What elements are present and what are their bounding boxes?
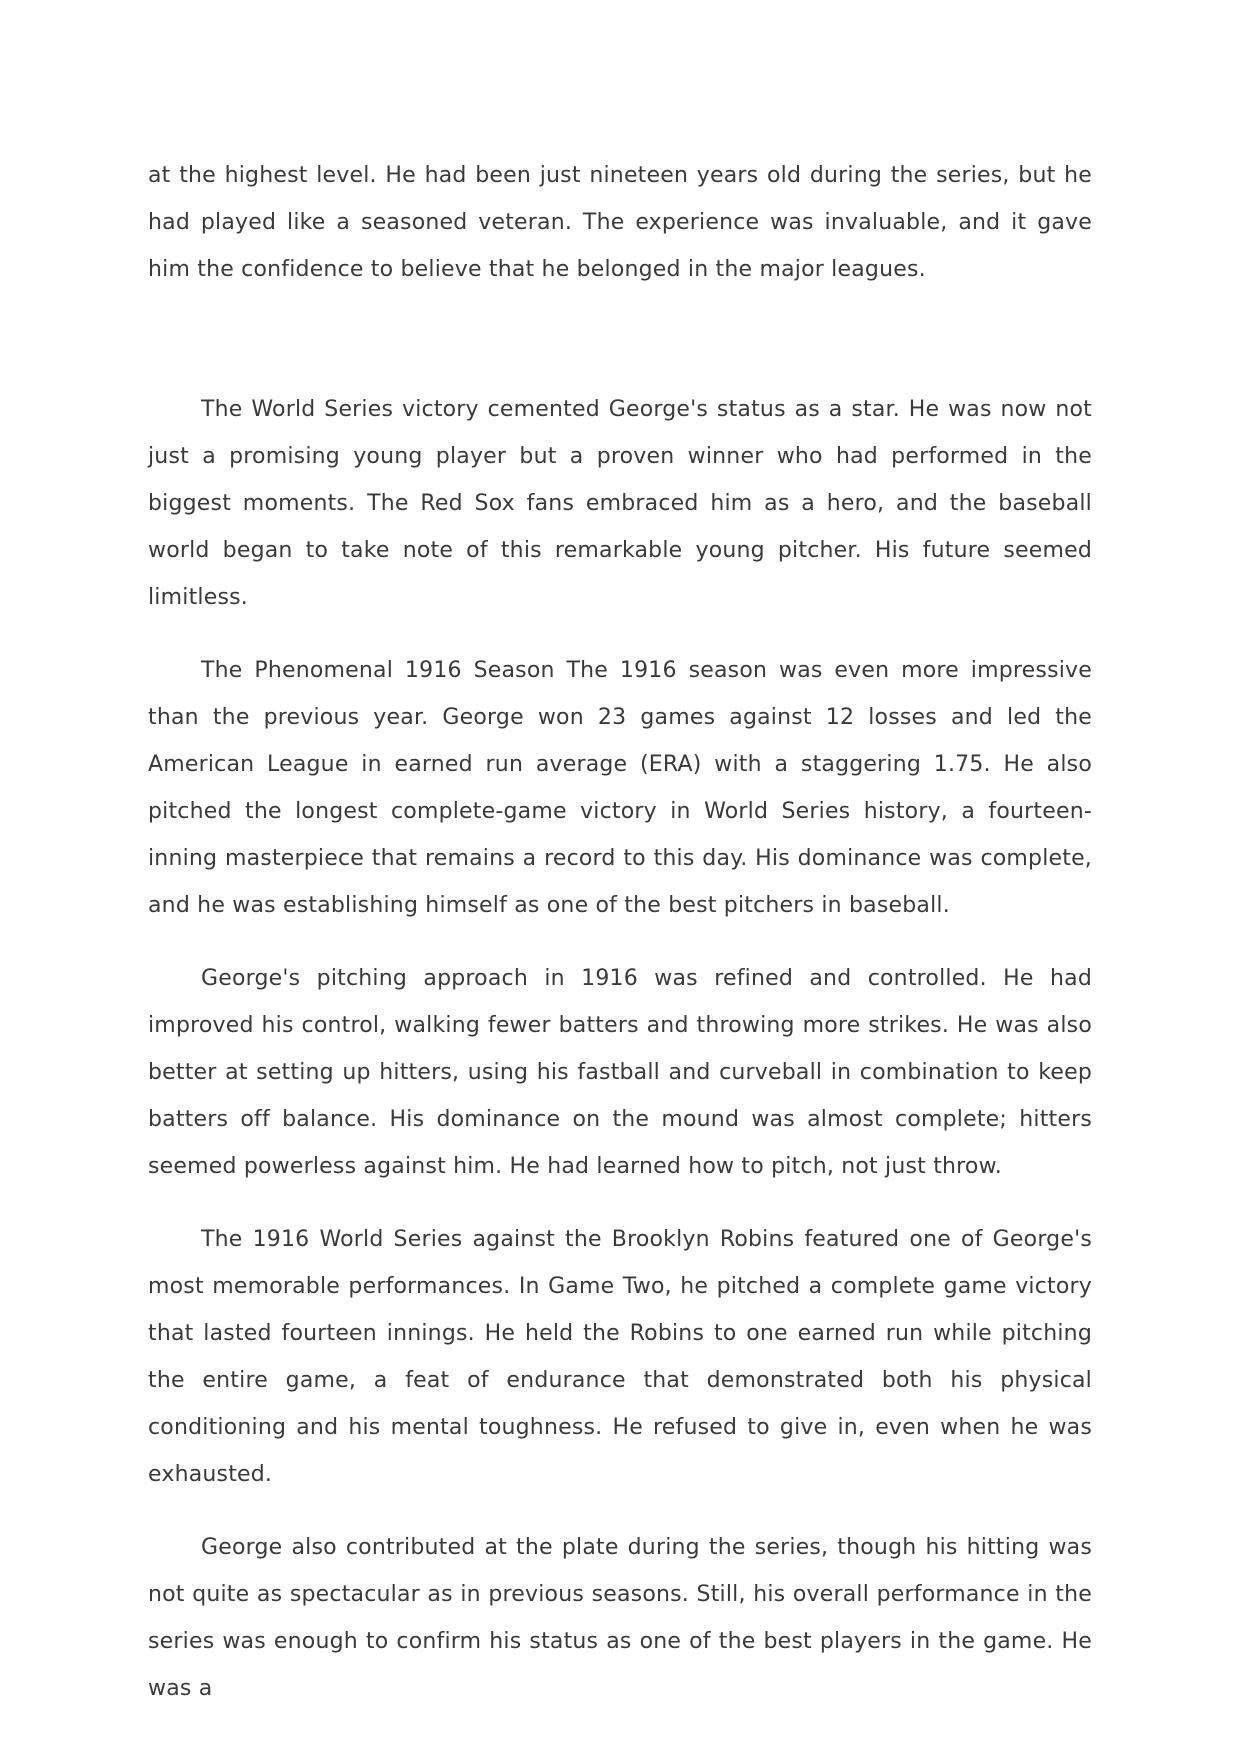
paragraph: The Phenomenal 1916 Season The 1916 season was even more impressive than the previous year. George won 23 games against 12 losses and led the American League in earned run average (ERA) with a staggering 1.75. He also pitched the longest complete-game victory in World Series history, a fourteen-inning masterpiece that remains a record to this day. His dominance was complete, and he was establishing himself as one of the best pitchers in baseball.	[148, 658, 1092, 918]
paragraph: The World Series victory cemented George's status as a star. He was now not just a promising young player but a proven winner who had performed in the biggest moments. The Red Sox fans embraced him as a hero, and the baseball world began to take note of this remarkable young pitcher. His future seemed limitless.	[148, 397, 1092, 610]
body-text	[148, 152, 1092, 1712]
paragraph-continued: at the highest level. He had been just nineteen years old during the series, but he had played like a seasoned veteran. The experience was invaluable, and it gave him the confidence to believe that he belonged in the major leagues.	[148, 163, 1092, 282]
paragraph: The 1916 World Series against the Brooklyn Robins featured one of George's most memorable performances. In Game Two, he pitched a complete game victory that lasted fourteen innings. He held the Robins to one earned run while pitching the entire game, a feat of endurance that demonstrated both his physical conditioning and his mental toughness. He refused to give in, even when he was exhausted.	[148, 1227, 1092, 1487]
paragraph-last: George also contributed at the plate during the series, though his hitting was not quite as spectacular as in previous seasons. Still, his overall performance in the series was enough to confirm his status as one of the best players in the game. He was a	[148, 1535, 1092, 1701]
paragraph: George's pitching approach in 1916 was refined and controlled. He had improved his control, walking fewer batters and throwing more strikes. He was also better at setting up hitters, using his fastball and curveball in combination to keep batters off balance. His dominance on the mound was almost complete; hitters seemed powerless against him. He had learned how to pitch, not just throw.	[148, 966, 1092, 1179]
